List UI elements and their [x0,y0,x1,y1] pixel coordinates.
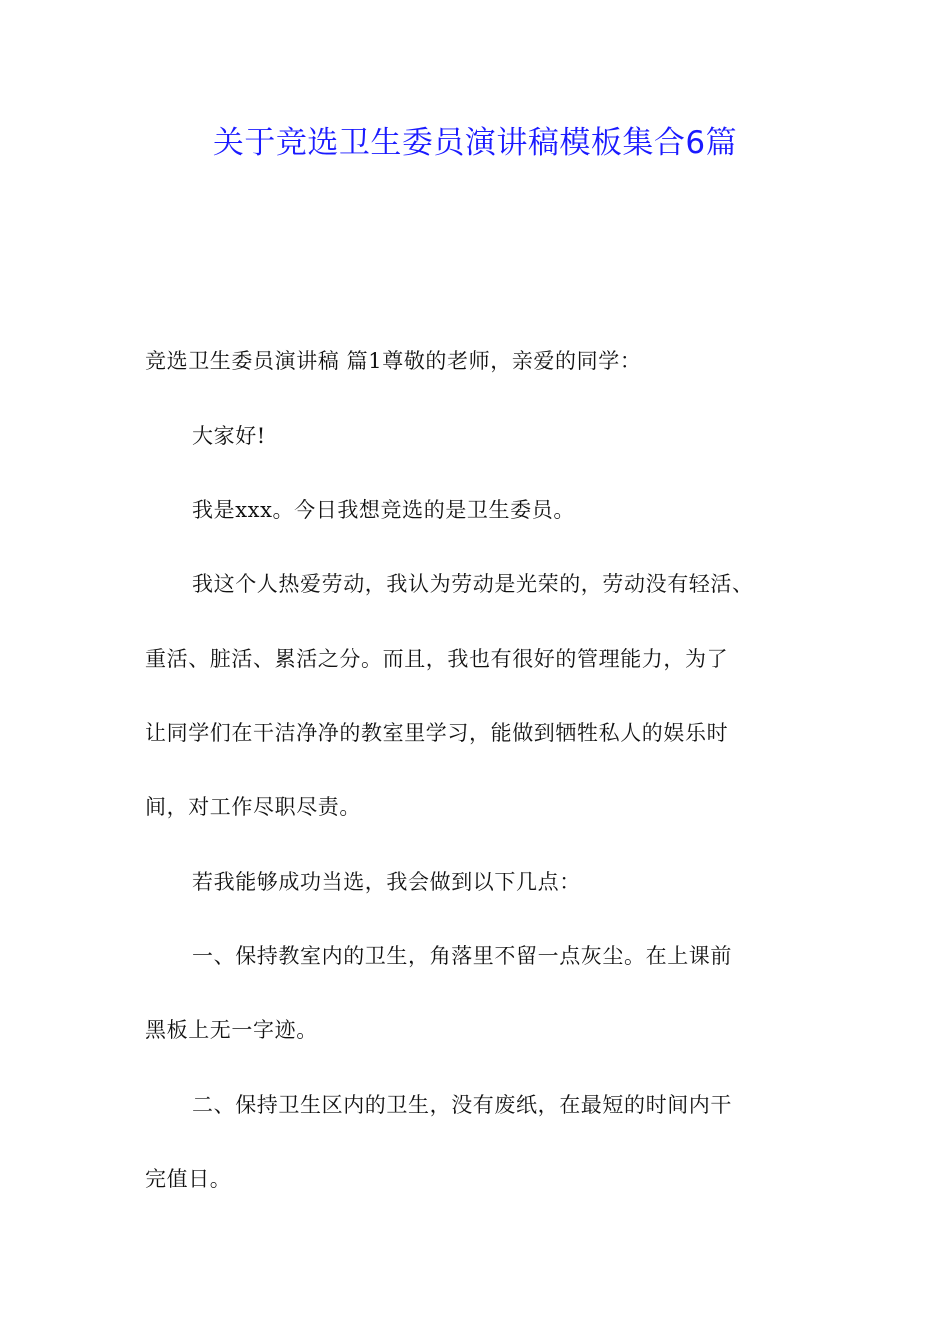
paragraph-line: 若我能够成功当选，我会做到以下几点： [192,870,581,894]
paragraph-line: 竞选卫生委员演讲稿 篇1尊敬的老师，亲爱的同学： [145,349,642,373]
document-title: 关于竞选卫生委员演讲稿模板集合6篇 [212,125,738,161]
paragraph-line: 重活、脏活、累活之分。而且，我也有很好的管理能力，为了 [145,647,729,671]
paragraph-line: 大家好! [192,424,266,448]
paragraph-line: 一、保持教室内的卫生，角落里不留一点灰尘。在上课前 [192,944,732,968]
paragraph-line: 我是xxx。今日我想竞选的是卫生委员。 [192,498,575,522]
paragraph-line: 黑板上无一字迹。 [145,1018,318,1042]
paragraph-line: 二、保持卫生区内的卫生，没有废纸，在最短的时间内干 [192,1093,732,1117]
paragraph-line: 间，对工作尽职尽责。 [145,795,361,819]
paragraph-line: 完值日。 [145,1167,232,1191]
paragraph-line: 我这个人热爱劳动，我认为劳动是光荣的，劳动没有轻活、 [192,572,754,596]
paragraph-line: 让同学们在干洁净净的教室里学习，能做到牺牲私人的娱乐时 [145,721,729,745]
